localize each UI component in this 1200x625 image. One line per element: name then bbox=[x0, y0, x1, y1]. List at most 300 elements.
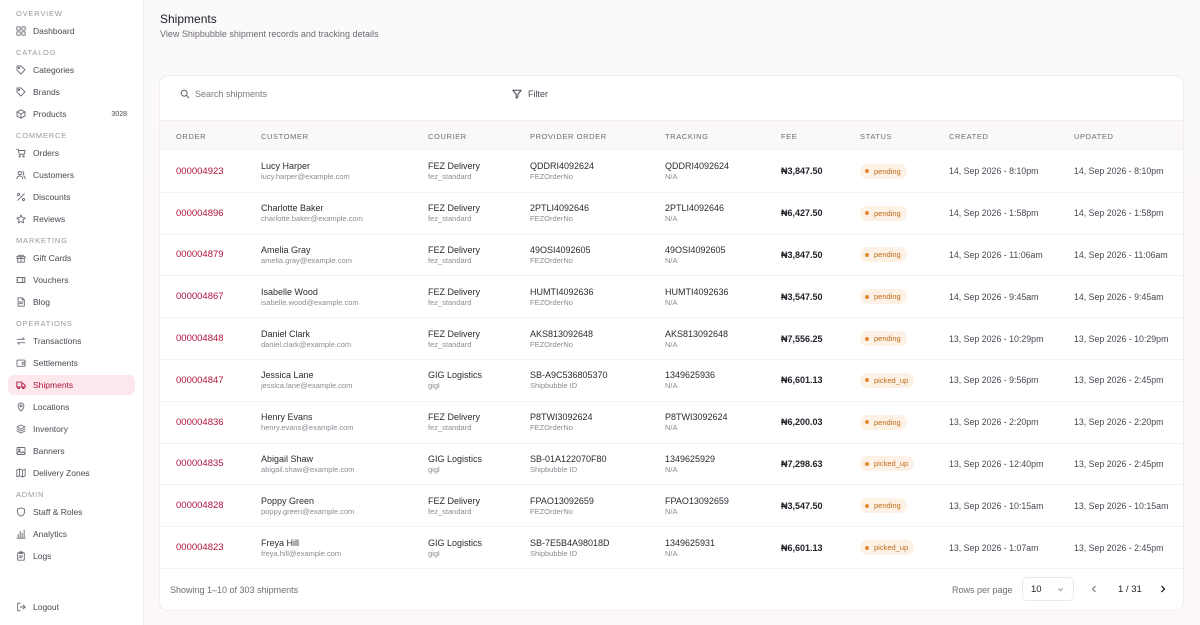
filter-icon bbox=[512, 89, 522, 99]
status-label: pending bbox=[874, 208, 901, 218]
grid-icon bbox=[16, 26, 26, 36]
table-cell bbox=[949, 527, 1039, 568]
table-cell bbox=[949, 402, 1039, 443]
sidebar-item-label: Brands bbox=[33, 87, 60, 97]
table-cell bbox=[428, 402, 480, 443]
sidebar-item-staff-and-roles[interactable] bbox=[8, 502, 135, 522]
provider-order-id: HUMTI4092636 bbox=[530, 286, 594, 297]
customer-email: lucy.harper@example.com bbox=[261, 172, 350, 182]
tracking-number: QDDRI4092624 bbox=[665, 161, 730, 172]
table-row[interactable] bbox=[160, 527, 1183, 569]
sidebar-item-customers[interactable] bbox=[8, 165, 135, 185]
search-placeholder: Search shipments bbox=[195, 89, 268, 99]
sidebar-item-delivery-zones[interactable] bbox=[8, 463, 135, 483]
logout-button[interactable] bbox=[8, 597, 136, 617]
table-cell bbox=[860, 444, 914, 485]
customer-name: Henry Evans bbox=[261, 412, 313, 423]
sidebar bbox=[0, 0, 144, 625]
status-dot-icon bbox=[865, 211, 869, 215]
tracking-number: 1349625931 bbox=[665, 537, 716, 548]
table-cell bbox=[261, 151, 350, 192]
sidebar-section-title: OVERVIEW bbox=[16, 9, 63, 18]
table-cell bbox=[261, 485, 354, 526]
courier-name: FEZ Delivery bbox=[428, 203, 481, 214]
status-dot-icon bbox=[865, 462, 869, 466]
table-cell bbox=[949, 235, 1043, 276]
courier-code: gigl bbox=[428, 548, 440, 558]
sidebar-item-label: Settlements bbox=[33, 358, 78, 368]
table-cell bbox=[1074, 360, 1164, 401]
courier-code: fez_standard bbox=[428, 172, 472, 182]
updated-date: 13, Sep 2026 - 2:45pm bbox=[1074, 458, 1164, 469]
tracking-sub: N/A bbox=[665, 255, 678, 265]
provider-order-label: FEZOrderNo bbox=[530, 506, 573, 516]
sidebar-item-categories[interactable] bbox=[8, 60, 135, 80]
status-badge bbox=[860, 331, 907, 346]
table-cell bbox=[261, 402, 354, 443]
search-input[interactable] bbox=[180, 89, 267, 99]
courier-name: GIG Logistics bbox=[428, 453, 483, 464]
table-cell bbox=[1074, 276, 1164, 317]
customer-email: charlotte.baker@example.com bbox=[261, 214, 363, 224]
table-cell bbox=[428, 485, 480, 526]
table-cell bbox=[176, 193, 224, 234]
status-badge bbox=[860, 164, 907, 179]
page-title: Shipments bbox=[160, 12, 217, 26]
sidebar-item-banners[interactable] bbox=[8, 441, 135, 461]
table-cell bbox=[530, 193, 589, 234]
courier-code: gigl bbox=[428, 464, 440, 474]
sidebar-section-title: ADMIN bbox=[16, 490, 45, 499]
sidebar-item-settlements[interactable] bbox=[8, 353, 135, 373]
created-date: 13, Sep 2026 - 1:07am bbox=[949, 542, 1039, 553]
table-row[interactable] bbox=[160, 151, 1183, 193]
table-cell bbox=[860, 360, 914, 401]
customer-name: Jessica Lane bbox=[261, 370, 314, 381]
customer-email: amelia.gray@example.com bbox=[261, 255, 352, 265]
tracking-number: 2PTLI4092646 bbox=[665, 203, 725, 214]
page-indicator: 1 / 31 bbox=[1118, 584, 1142, 595]
customer-email: henry.evans@example.com bbox=[261, 423, 354, 433]
status-dot-icon bbox=[865, 169, 869, 173]
updated-date: 14, Sep 2026 - 11:06am bbox=[1074, 249, 1168, 260]
sidebar-item-brands[interactable] bbox=[8, 82, 135, 102]
updated-date: 14, Sep 2026 - 9:45am bbox=[1074, 291, 1164, 302]
exchange-icon bbox=[16, 336, 26, 346]
table-cell bbox=[781, 318, 823, 359]
sidebar-item-inventory[interactable] bbox=[8, 419, 135, 439]
created-date: 13, Sep 2026 - 12:40pm bbox=[949, 458, 1044, 469]
table-cell bbox=[665, 485, 729, 526]
updated-date: 13, Sep 2026 - 2:45pm bbox=[1074, 542, 1164, 553]
customer-name: Amelia Gray bbox=[261, 244, 311, 255]
status-label: picked_up bbox=[874, 459, 909, 469]
status-label: pending bbox=[874, 417, 901, 427]
courier-name: FEZ Delivery bbox=[428, 244, 481, 255]
created-date: 14, Sep 2026 - 11:06am bbox=[949, 249, 1043, 260]
fee-amount: ₦3,547.50 bbox=[781, 500, 823, 511]
status-dot-icon bbox=[865, 378, 869, 382]
table-cell bbox=[1074, 235, 1168, 276]
table-cell bbox=[1074, 193, 1164, 234]
table-cell bbox=[665, 193, 724, 234]
status-label: picked_up bbox=[874, 375, 909, 385]
sidebar-item-label: Customers bbox=[33, 170, 75, 180]
table-cell bbox=[781, 151, 823, 192]
table-cell bbox=[428, 235, 480, 276]
tracking-number: FPAO13092659 bbox=[665, 495, 729, 506]
fee-amount: ₦3,847.50 bbox=[781, 166, 823, 177]
table-cell bbox=[949, 485, 1043, 526]
order-link[interactable]: 000004835 bbox=[176, 458, 224, 470]
table-cell bbox=[530, 485, 594, 526]
page-subtitle: View Shipbubble shipment records and tracking details bbox=[160, 29, 379, 39]
order-link[interactable]: 000004848 bbox=[176, 333, 224, 345]
table-cell bbox=[665, 235, 726, 276]
customer-name: Lucy Harper bbox=[261, 161, 311, 172]
table-cell bbox=[860, 485, 907, 526]
tracking-number: HUMTI4092636 bbox=[665, 286, 729, 297]
order-link[interactable]: 000004867 bbox=[176, 291, 224, 303]
table-cell bbox=[860, 402, 907, 443]
doc-icon bbox=[16, 297, 26, 307]
bar-chart-icon bbox=[16, 529, 26, 539]
sidebar-item-label: Categories bbox=[33, 65, 75, 75]
customer-name: Charlotte Baker bbox=[261, 203, 324, 214]
provider-order-label: FEZOrderNo bbox=[530, 339, 573, 349]
created-date: 14, Sep 2026 - 8:10pm bbox=[949, 166, 1039, 177]
sidebar-item-label: Transactions bbox=[33, 336, 82, 346]
status-label: pending bbox=[874, 166, 901, 176]
tracking-sub: N/A bbox=[665, 548, 678, 558]
sidebar-item-label: Banners bbox=[33, 446, 65, 456]
tracking-sub: N/A bbox=[665, 172, 678, 182]
table-cell bbox=[176, 402, 224, 443]
sidebar-item-analytics[interactable] bbox=[8, 524, 135, 544]
tracking-number: 49OSI4092605 bbox=[665, 244, 726, 255]
provider-order-id: SB-A9C536805370 bbox=[530, 370, 608, 381]
updated-date: 13, Sep 2026 - 2:20pm bbox=[1074, 417, 1164, 428]
sidebar-item-label: Discounts bbox=[33, 192, 71, 202]
order-link[interactable]: 000004896 bbox=[176, 207, 224, 219]
table-cell bbox=[428, 318, 480, 359]
chevron-right-icon bbox=[1158, 583, 1168, 595]
status-dot-icon bbox=[865, 253, 869, 257]
tracking-sub: N/A bbox=[665, 423, 678, 433]
provider-order-id: FPAO13092659 bbox=[530, 495, 594, 506]
tracking-number: 1349625929 bbox=[665, 453, 716, 464]
table-cell bbox=[781, 402, 823, 443]
count-badge: 3028 bbox=[111, 110, 127, 118]
customer-name: Abigail Shaw bbox=[261, 453, 314, 464]
provider-order-id: AKS813092648 bbox=[530, 328, 594, 339]
courier-code: fez_standard bbox=[428, 255, 472, 265]
sidebar-item-label: Inventory bbox=[33, 424, 68, 434]
status-dot-icon bbox=[865, 546, 869, 550]
table-cell bbox=[428, 151, 480, 192]
sidebar-item-logs[interactable] bbox=[8, 546, 135, 566]
sidebar-item-label: Products bbox=[33, 109, 67, 119]
table-cell bbox=[428, 193, 480, 234]
provider-order-id: SB-7E5B4A98018D bbox=[530, 537, 610, 548]
table-row[interactable] bbox=[160, 360, 1183, 402]
sidebar-item-gift-cards[interactable] bbox=[8, 248, 135, 268]
status-label: pending bbox=[874, 334, 901, 344]
customer-email: poppy.green@example.com bbox=[261, 506, 355, 516]
courier-name: GIG Logistics bbox=[428, 370, 483, 381]
sidebar-item-dashboard[interactable] bbox=[8, 21, 135, 41]
next-page-button[interactable] bbox=[1158, 583, 1168, 595]
sidebar-section-title: OPERATIONS bbox=[16, 319, 73, 328]
table-row[interactable] bbox=[160, 276, 1183, 318]
sidebar-item-discounts[interactable] bbox=[8, 187, 135, 207]
table-cell bbox=[665, 360, 715, 401]
table-row[interactable] bbox=[160, 235, 1183, 277]
sidebar-item-label: Blog bbox=[33, 297, 51, 307]
table-toolbar bbox=[160, 76, 1183, 116]
table-row[interactable] bbox=[160, 318, 1183, 360]
table-cell bbox=[176, 360, 224, 401]
status-label: pending bbox=[874, 292, 901, 302]
tracking-sub: N/A bbox=[665, 339, 678, 349]
layers-icon bbox=[16, 424, 26, 434]
clipboard-icon bbox=[16, 551, 26, 561]
search-icon bbox=[180, 89, 190, 99]
table-cell bbox=[860, 193, 907, 234]
provider-order-id: QDDRI4092624 bbox=[530, 161, 595, 172]
sidebar-item-vouchers[interactable] bbox=[8, 270, 135, 290]
provider-order-label: Shipbubble ID bbox=[530, 381, 578, 391]
courier-name: FEZ Delivery bbox=[428, 328, 481, 339]
fee-amount: ₦6,601.13 bbox=[781, 542, 823, 553]
table-cell bbox=[261, 360, 352, 401]
percent-icon bbox=[16, 192, 26, 202]
sidebar-item-shipments[interactable] bbox=[8, 375, 135, 395]
table-row[interactable] bbox=[160, 193, 1183, 235]
tracking-number: P8TWI3092624 bbox=[665, 412, 728, 423]
table-cell bbox=[176, 235, 224, 276]
provider-order-id: 49OSI4092605 bbox=[530, 244, 591, 255]
column-header-customer[interactable]: CUSTOMER bbox=[261, 132, 309, 141]
fee-amount: ₦6,427.50 bbox=[781, 208, 823, 219]
table-cell bbox=[261, 276, 359, 317]
fee-amount: ₦3,547.50 bbox=[781, 291, 823, 302]
table-cell bbox=[860, 235, 907, 276]
filter-label: Filter bbox=[528, 89, 548, 99]
customer-email: isabelle.wood@example.com bbox=[261, 297, 359, 307]
chevron-down-icon bbox=[1056, 585, 1065, 594]
fee-amount: ₦7,298.63 bbox=[781, 458, 823, 469]
sidebar-item-label: Vouchers bbox=[33, 275, 69, 285]
showing-count: Showing 1–10 of 303 shipments bbox=[170, 585, 299, 595]
status-label: picked_up bbox=[874, 543, 909, 553]
status-badge bbox=[860, 206, 907, 221]
order-link[interactable]: 000004847 bbox=[176, 374, 224, 386]
tracking-sub: N/A bbox=[665, 214, 678, 224]
table-cell bbox=[428, 276, 480, 317]
table-cell bbox=[949, 360, 1039, 401]
status-badge bbox=[860, 498, 907, 513]
table-cell bbox=[428, 527, 482, 568]
ticket-icon bbox=[16, 275, 26, 285]
status-dot-icon bbox=[865, 337, 869, 341]
table-cell bbox=[530, 360, 608, 401]
customer-email: jessica.lane@example.com bbox=[261, 381, 353, 391]
column-header-courier[interactable]: COURIER bbox=[428, 132, 467, 141]
pin-icon bbox=[16, 402, 26, 412]
chevron-left-icon bbox=[1089, 583, 1099, 595]
table-cell bbox=[530, 151, 594, 192]
column-header-created[interactable]: CREATED bbox=[949, 132, 989, 141]
column-header-updated[interactable]: UPDATED bbox=[1074, 132, 1114, 141]
sidebar-item-transactions[interactable] bbox=[8, 331, 135, 351]
status-badge bbox=[860, 415, 907, 430]
table-cell bbox=[781, 485, 823, 526]
column-header-order[interactable]: ORDER bbox=[176, 132, 207, 141]
table-cell bbox=[261, 318, 351, 359]
table-cell bbox=[781, 444, 823, 485]
provider-order-label: Shipbubble ID bbox=[530, 464, 578, 474]
customer-email: freya.hill@example.com bbox=[261, 548, 342, 558]
table-footer bbox=[160, 574, 1183, 610]
sidebar-item-label: Shipments bbox=[33, 380, 74, 390]
table-cell bbox=[1074, 444, 1164, 485]
sidebar-item-label: Staff & Roles bbox=[33, 507, 83, 517]
sidebar-item-locations[interactable] bbox=[8, 397, 135, 417]
prev-page-button[interactable] bbox=[1089, 583, 1099, 595]
table-cell bbox=[176, 444, 224, 485]
table-cell bbox=[781, 276, 823, 317]
table-cell bbox=[949, 444, 1043, 485]
created-date: 14, Sep 2026 - 1:58pm bbox=[949, 208, 1039, 219]
table-cell bbox=[176, 485, 224, 526]
logout-label: Logout bbox=[33, 602, 59, 612]
tracking-number: 1349625936 bbox=[665, 370, 716, 381]
table-cell bbox=[949, 193, 1039, 234]
order-link[interactable]: 000004828 bbox=[176, 500, 224, 512]
tag-icon bbox=[16, 65, 26, 75]
filter-button[interactable] bbox=[512, 89, 548, 99]
table-cell bbox=[428, 444, 482, 485]
table-cell bbox=[530, 318, 593, 359]
fee-amount: ₦6,200.03 bbox=[781, 417, 823, 428]
table-cell bbox=[949, 276, 1039, 317]
provider-order-id: SB-01A122070F80 bbox=[530, 453, 607, 464]
column-header-tracking[interactable]: TRACKING bbox=[665, 132, 709, 141]
status-badge bbox=[860, 540, 914, 555]
table-cell bbox=[261, 193, 363, 234]
cart-icon bbox=[16, 148, 26, 158]
sidebar-section-title: MARKETING bbox=[16, 236, 68, 245]
courier-name: FEZ Delivery bbox=[428, 412, 481, 423]
courier-name: FEZ Delivery bbox=[428, 161, 481, 172]
order-link[interactable]: 000004836 bbox=[176, 416, 224, 428]
sidebar-item-products[interactable] bbox=[8, 104, 135, 124]
sidebar-item-label: Delivery Zones bbox=[33, 468, 90, 478]
provider-order-label: Shipbubble ID bbox=[530, 548, 578, 558]
table-cell bbox=[665, 527, 715, 568]
table-cell bbox=[860, 527, 914, 568]
order-link[interactable]: 000004923 bbox=[176, 165, 224, 177]
column-header-fee[interactable]: FEE bbox=[781, 132, 798, 141]
image-icon bbox=[16, 446, 26, 456]
logout-icon bbox=[16, 602, 26, 612]
sidebar-section-title: COMMERCE bbox=[16, 131, 67, 140]
provider-order-label: FEZOrderNo bbox=[530, 214, 573, 224]
table-cell bbox=[530, 276, 594, 317]
main-content bbox=[144, 0, 1200, 625]
column-header-provider-order[interactable]: PROVIDER ORDER bbox=[530, 132, 607, 141]
customer-name: Daniel Clark bbox=[261, 328, 311, 339]
courier-code: fez_standard bbox=[428, 214, 472, 224]
column-header-status[interactable]: STATUS bbox=[860, 132, 893, 141]
table-cell bbox=[1074, 527, 1164, 568]
provider-order-label: FEZOrderNo bbox=[530, 297, 573, 307]
sidebar-item-blog[interactable] bbox=[8, 292, 135, 312]
fee-amount: ₦6,601.13 bbox=[781, 375, 823, 386]
order-link[interactable]: 000004823 bbox=[176, 542, 224, 554]
table-row[interactable] bbox=[160, 444, 1183, 486]
updated-date: 13, Sep 2026 - 2:45pm bbox=[1074, 375, 1164, 386]
customer-email: daniel.clark@example.com bbox=[261, 339, 352, 349]
table-cell bbox=[530, 527, 610, 568]
sidebar-section-title: CATALOG bbox=[16, 48, 57, 57]
table-cell bbox=[261, 235, 352, 276]
order-link[interactable]: 000004879 bbox=[176, 249, 224, 261]
table-cell bbox=[781, 360, 823, 401]
created-date: 14, Sep 2026 - 9:45am bbox=[949, 291, 1039, 302]
fee-amount: ₦7,556.25 bbox=[781, 333, 823, 344]
status-badge bbox=[860, 289, 907, 304]
table-cell bbox=[665, 318, 728, 359]
rows-per-page-select[interactable] bbox=[1022, 577, 1074, 601]
table-row[interactable] bbox=[160, 485, 1183, 527]
table-cell bbox=[530, 402, 593, 443]
tracking-sub: N/A bbox=[665, 297, 678, 307]
created-date: 13, Sep 2026 - 10:29pm bbox=[949, 333, 1044, 344]
table-cell bbox=[781, 193, 823, 234]
courier-code: fez_standard bbox=[428, 297, 472, 307]
sidebar-item-label: Orders bbox=[33, 148, 59, 158]
courier-name: FEZ Delivery bbox=[428, 495, 481, 506]
table-cell bbox=[176, 527, 224, 568]
created-date: 13, Sep 2026 - 10:15am bbox=[949, 500, 1044, 511]
tracking-sub: N/A bbox=[665, 464, 678, 474]
table-cell bbox=[949, 151, 1039, 192]
status-dot-icon bbox=[865, 295, 869, 299]
sidebar-item-label: Reviews bbox=[33, 214, 66, 224]
rows-per-page-label: Rows per page bbox=[952, 585, 1013, 595]
sidebar-item-reviews[interactable] bbox=[8, 209, 135, 229]
table-cell bbox=[949, 318, 1043, 359]
provider-order-id: P8TWI3092624 bbox=[530, 412, 593, 423]
courier-name: GIG Logistics bbox=[428, 537, 483, 548]
table-row[interactable] bbox=[160, 402, 1183, 444]
sidebar-item-label: Locations bbox=[33, 402, 70, 412]
wallet-icon bbox=[16, 358, 26, 368]
table-cell bbox=[781, 527, 823, 568]
map-icon bbox=[16, 468, 26, 478]
customer-name: Freya Hill bbox=[261, 537, 300, 548]
table-cell bbox=[176, 151, 224, 192]
status-dot-icon bbox=[865, 420, 869, 424]
status-dot-icon bbox=[865, 504, 869, 508]
status-badge bbox=[860, 247, 907, 262]
sidebar-item-orders[interactable] bbox=[8, 143, 135, 163]
users-icon bbox=[16, 170, 26, 180]
customer-name: Isabelle Wood bbox=[261, 286, 318, 297]
table-cell bbox=[665, 444, 715, 485]
